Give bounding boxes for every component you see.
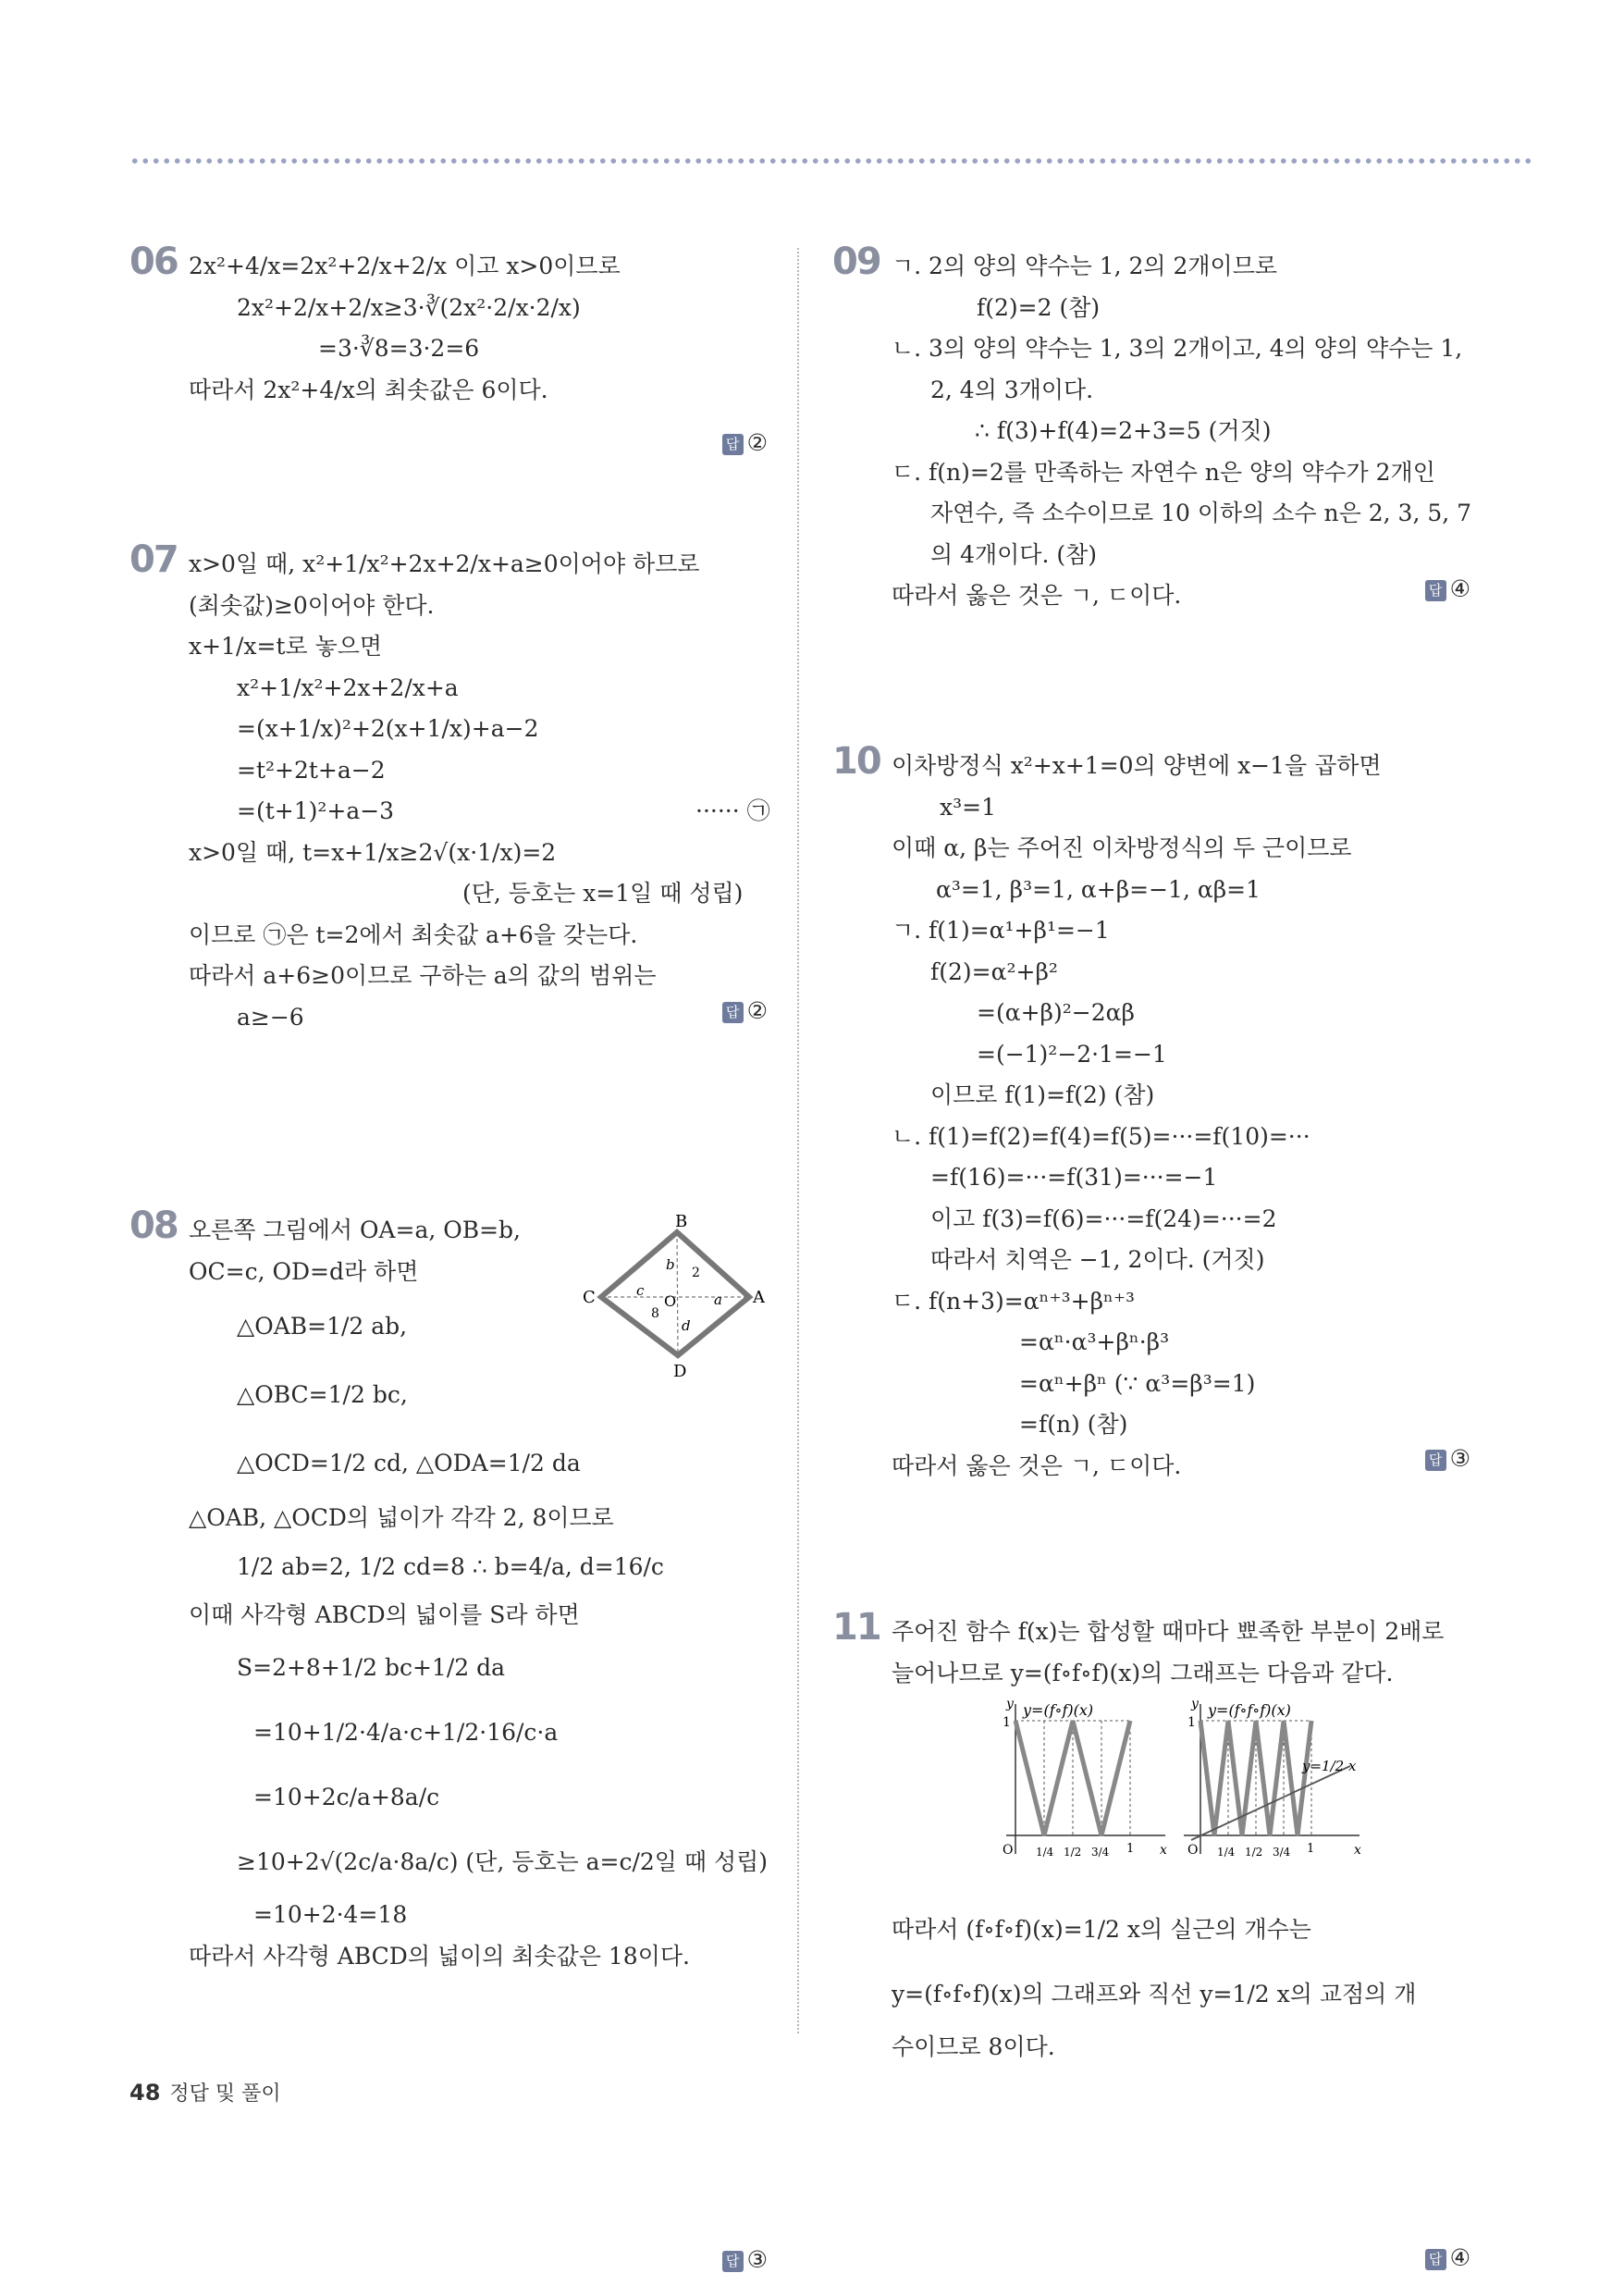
answer-choice: ② <box>746 429 768 456</box>
problem-number: 09 <box>832 241 880 283</box>
answer-badge: 답 <box>1425 1450 1446 1471</box>
tick-label: 1/2 <box>1245 1846 1263 1859</box>
solution-line: =αⁿ+βⁿ (∵ α³=β³=1) <box>1019 1369 1256 1397</box>
answer-09 <box>1425 575 1470 602</box>
label-seg-d: d <box>682 1317 691 1334</box>
solution-line: x>0일 때, t=x+1/x≥2√(x·1/x)=2 <box>189 838 557 866</box>
problem-number: 07 <box>129 538 178 581</box>
solution-line: 이므로 ㉠은 t=2에서 최솟값 a+6을 갖는다. <box>189 920 638 948</box>
solution-line: y=(f∘f∘f)(x)의 그래프와 직선 y=1/2 x의 교점의 개 <box>892 1981 1417 2007</box>
answer-choice: ③ <box>1449 1445 1470 1472</box>
label-seg-b: b <box>666 1256 675 1273</box>
tick-label: 1 <box>1307 1842 1315 1856</box>
label-c: C <box>583 1288 596 1307</box>
solution-line: ㄴ. f(1)=f(2)=f(4)=f(5)=···=f(10)=··· <box>892 1122 1310 1150</box>
solution-line: ㄷ. f(n+3)=αⁿ⁺³+βⁿ⁺³ <box>892 1287 1136 1315</box>
solution-line: ㄱ. 2의 양의 약수는 1, 2의 2개이므로 <box>892 253 1277 279</box>
solution-line: 따라서 치역은 −1, 2이다. (거짓) <box>930 1246 1265 1273</box>
x-axis-label: x <box>1354 1843 1361 1858</box>
solution-line: △OAB=1/2 ab, <box>237 1313 408 1340</box>
label-seg-c: c <box>636 1282 645 1299</box>
origin-label: O <box>1003 1843 1014 1858</box>
solution-line: =(x+1/x)²+2(x+1/x)+a−2 <box>237 715 539 742</box>
tick-label: 3/4 <box>1091 1846 1110 1859</box>
y-axis-label: y <box>1191 1697 1199 1711</box>
quadrilateral-figure <box>573 1204 768 1390</box>
solution-line: x³=1 <box>940 793 996 821</box>
solution-line: ≥10+2√(2c/a·8a/c) (단, 등호는 a=c/2일 때 성립) <box>237 1848 769 1875</box>
tick-label: 3/4 <box>1273 1846 1291 1859</box>
problem-number: 11 <box>832 1606 880 1649</box>
solution-line: 2x²+4/x=2x²+2/x+2/x 이고 x>0이므로 <box>189 253 621 279</box>
solution-line: 2x²+2/x+2/x≥3·∛(2x²·2/x·2/x) <box>237 293 581 321</box>
answer-badge: 답 <box>722 434 744 455</box>
solution-line: 따라서 옳은 것은 ㄱ, ㄷ이다. <box>892 582 1182 609</box>
graph-title: y=(f∘f)(x) <box>1023 1701 1094 1719</box>
solution-line: f(2)=α²+β² <box>930 957 1058 985</box>
answer-badge: 답 <box>722 1002 744 1023</box>
solution-line: S=2+8+1/2 bc+1/2 da <box>237 1654 506 1681</box>
page-number: 48 <box>129 2080 161 2106</box>
solution-line: 이때 사각형 ABCD의 넓이를 S라 하면 <box>189 1600 580 1628</box>
graph-fofof <box>1175 1697 1369 1872</box>
solution-line: 2, 4의 3개이다. <box>930 376 1094 403</box>
solution-line: 따라서 2x²+4/x의 최솟값은 6이다. <box>189 376 548 403</box>
tick-label: 1/4 <box>1036 1846 1054 1859</box>
tick-label: 1/4 <box>1217 1846 1236 1859</box>
label-o: O <box>664 1292 677 1310</box>
solution-line: △OCD=1/2 cd, △ODA=1/2 da <box>237 1450 581 1476</box>
label-b: B <box>675 1212 688 1231</box>
solution-line: =(−1)²−2·1=−1 <box>977 1040 1167 1068</box>
solution-line: =10+1/2·4/a·c+1/2·16/c·a <box>253 1719 559 1746</box>
label-seg-a: a <box>714 1291 722 1308</box>
diagonal-bd <box>677 1232 678 1355</box>
answer-choice: ③ <box>746 2246 768 2273</box>
solution-line: 이고 f(3)=f(6)=···=f(24)=···=2 <box>930 1204 1277 1232</box>
solution-line: 주어진 함수 f(x)는 합성할 때마다 뾰족한 부분이 2배로 <box>892 1618 1445 1645</box>
solution-line: =αⁿ·α³+βⁿ·β³ <box>1019 1328 1170 1355</box>
answer-11 <box>1425 2244 1470 2271</box>
graph-fof <box>990 1697 1175 1872</box>
solution-line: 따라서 (f∘f∘f)(x)=1/2 x의 실근의 개수는 <box>892 1916 1311 1943</box>
solution-line: 따라서 옳은 것은 ㄱ, ㄷ이다. <box>892 1452 1182 1479</box>
answer-choice: ④ <box>1449 575 1470 602</box>
solution-line: 1/2 ab=2, 1/2 cd=8 ∴ b=4/a, d=16/c <box>237 1552 664 1580</box>
problem-number: 10 <box>832 740 880 783</box>
solution-line: x>0일 때, x²+1/x²+2x+2/x+a≥0이어야 하므로 <box>189 550 700 577</box>
solution-line: =10+2c/a+8a/c <box>253 1784 440 1810</box>
answer-badge: 답 <box>722 2251 744 2272</box>
solution-line: 이때 α, β는 주어진 이차방정식의 두 근이므로 <box>892 834 1352 861</box>
solution-line: 늘어나므로 y=(f∘f∘f)(x)의 그래프는 다음과 같다. <box>892 1659 1394 1686</box>
solution-line: x²+1/x²+2x+2/x+a <box>237 673 459 701</box>
solution-line: 수이므로 8이다. <box>892 2033 1055 2060</box>
solution-line: f(2)=2 (참) <box>977 293 1101 321</box>
solution-line: 의 4개이다. (참) <box>930 540 1098 568</box>
label-area-2: 2 <box>692 1266 700 1280</box>
solution-line: ㄱ. f(1)=α¹+β¹=−1 <box>892 917 1110 944</box>
column-separator <box>797 248 799 2033</box>
solution-line: =10+2·4=18 <box>253 1901 408 1928</box>
problem-number: 08 <box>129 1204 178 1247</box>
origin-label: O <box>1187 1843 1199 1858</box>
label-area-8: 8 <box>651 1306 659 1321</box>
label-a: A <box>753 1288 765 1307</box>
solution-line: 따라서 a+6≥0이므로 구하는 a의 값의 범위는 <box>189 962 657 989</box>
label-d: D <box>673 1362 687 1381</box>
solution-line: △OAB, △OCD의 넓이가 각각 2, 8이므로 <box>189 1504 614 1531</box>
page-footer <box>129 2078 281 2106</box>
answer-choice: ④ <box>1449 2244 1470 2271</box>
solution-line: =f(16)=···=f(31)=···=−1 <box>930 1164 1218 1191</box>
tick-label: 1/2 <box>1064 1846 1082 1859</box>
solution-line: 이므로 f(1)=f(2) (참) <box>930 1081 1155 1108</box>
answer-badge: 답 <box>1425 2249 1446 2270</box>
solution-line: ㄴ. 3의 양의 약수는 1, 3의 2개이고, 4의 양의 약수는 1, <box>892 335 1463 362</box>
solution-line: 이차방정식 x²+x+1=0의 양변에 x−1을 곱하면 <box>892 752 1382 779</box>
solution-line: 오른쪽 그림에서 OA=a, OB=b, <box>189 1217 522 1243</box>
answer-07 <box>722 997 768 1024</box>
solution-line: x+1/x=t로 놓으면 <box>189 633 383 660</box>
footer-label: 정답 및 풀이 <box>169 2082 281 2106</box>
x-axis-label: x <box>1160 1843 1167 1858</box>
solution-line: =t²+2t+a−2 <box>237 756 386 784</box>
equation-mark: ······ ㉠ <box>695 797 770 824</box>
solution-line: 따라서 사각형 ABCD의 넓이의 최솟값은 18이다. <box>189 1942 690 1970</box>
tick-label: 1 <box>1126 1842 1135 1856</box>
solution-line: △OBC=1/2 bc, <box>237 1381 408 1408</box>
y-one-label: 1 <box>1003 1715 1011 1730</box>
answer-choice: ② <box>746 997 768 1024</box>
solution-line: =(α+β)²−2αβ <box>977 999 1135 1026</box>
solution-line: α³=1, β³=1, α+β=−1, αβ=1 <box>936 875 1261 903</box>
solution-line: (최솟값)≥0이어야 한다. <box>189 591 435 619</box>
solution-line: (단, 등호는 x=1일 때 성립) <box>462 880 744 907</box>
y-one-label: 1 <box>1187 1715 1196 1730</box>
line-label: y=1/2 x <box>1302 1758 1357 1774</box>
solution-line: ㄷ. f(n)=2를 만족하는 자연수 n은 양의 약수가 2개인 <box>892 458 1435 486</box>
graph-title: y=(f∘f∘f)(x) <box>1208 1701 1291 1719</box>
answer-10 <box>1425 1445 1470 1472</box>
answer-badge: 답 <box>1425 580 1446 601</box>
solution-line: =3·∛8=3·2=6 <box>318 335 480 362</box>
solution-line: 자연수, 즉 소수이므로 10 이하의 소수 n은 2, 3, 5, 7 <box>930 500 1472 526</box>
solution-line: =f(n) (참) <box>1019 1411 1128 1438</box>
top-dotted-rule <box>129 157 1535 165</box>
solution-line: OC=c, OD=d라 하면 <box>189 1257 419 1285</box>
answer-08 <box>722 2246 768 2273</box>
problem-number: 06 <box>129 241 178 283</box>
solution-line: =(t+1)²+a−3 ······ ㉠ <box>189 791 743 833</box>
answer-06 <box>722 429 768 456</box>
y-axis-label: y <box>1006 1697 1014 1711</box>
solution-line: ∴ f(3)+f(4)=2+3=5 (거짓) <box>975 417 1272 444</box>
solution-line: a≥−6 <box>237 1003 304 1031</box>
